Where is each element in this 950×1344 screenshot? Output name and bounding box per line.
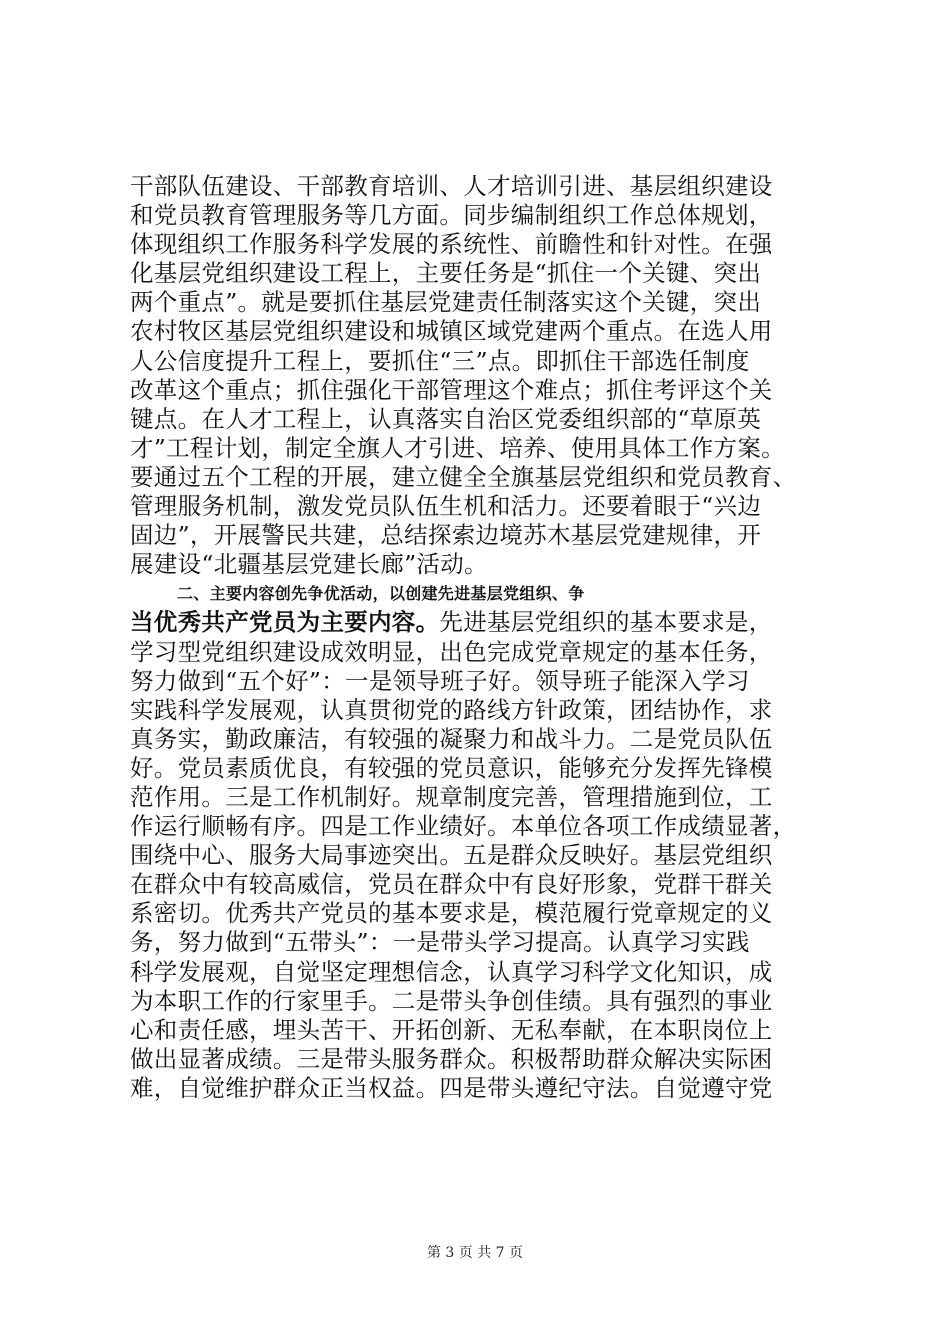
text-line [130,521,830,550]
text-segment: 努力做到“五个好”：一是领导班子好。领导班子能深入学习 [130,666,750,695]
text-segment: 范作用。三是工作机制好。规章制度完善，管理措施到位，工 [130,782,773,811]
text-line [130,405,830,434]
text-segment: 人公信度提升工程上，要抓住“三”点。即抓住干部选任制度 [130,346,750,375]
text-line [130,376,830,405]
text-segment: 先进基层党组织的基本要求是， [439,608,773,637]
text-line [130,492,830,521]
text-line [130,812,830,841]
text-segment: 好。党员素质优良，有较强的党员意识，能够充分发挥先锋模 [130,753,773,782]
text-segment: 心和责任感，埋头苦干、开拓创新、无私奉献，在本职岗位上 [130,1015,773,1044]
text-segment: 管理服务机制，激发党员队伍生机和活力。还要着眼于“兴边 [130,492,762,521]
text-line [130,347,830,376]
text-line [130,463,830,492]
text-segment: 做出显著成绩。三是带头服务群众。积极帮助群众解决实际困 [130,1044,773,1073]
text-line [130,696,830,725]
bold-text-segment: 二、主要内容创先争优活动，以创建先进基层党组织、争 [177,584,585,604]
text-segment: 两个重点”。就是要抓住基层党建责任制落实这个关键，突出 [130,288,762,317]
text-segment: 固边”，开展警民共建，总结探索边境苏木基层党建规律，开 [130,521,762,550]
text-line [130,870,830,899]
text-segment: 展建设“北疆基层党建长廊”活动。 [130,550,488,579]
text-segment: 务，努力做到“五带头”：一是带头学习提高。认真学习实践 [130,928,750,957]
text-segment: 学习型党组织建设成效明显，出色完成党章规定的基本任务， [130,637,773,666]
text-segment: 为本职工作的行家里手。二是带头争创佳绩。具有强烈的事业 [130,986,773,1015]
text-segment: 科学发展观，自觉坚定理想信念，认真学习科学文化知识，成 [130,957,773,986]
text-line [130,1074,830,1103]
text-line [130,638,830,667]
text-segment: 实践科学发展观，认真贯彻党的路线方针政策，团结协作，求 [130,695,773,724]
text-segment: 难，自觉维护群众正当权益。四是带头遵纪守法。自觉遵守党 [130,1073,773,1102]
text-segment: 真务实，勤政廉洁，有较强的凝聚力和战斗力。二是党员队伍 [130,724,773,753]
text-line [130,754,830,783]
text-line [130,201,830,230]
text-segment: 农村牧区基层党组织建设和城镇区域党建两个重点。在选人用 [130,317,773,346]
text-segment: 键点。在人才工程上，认真落实自治区党委组织部的“草原英 [130,404,762,433]
text-line [130,288,830,317]
text-line [130,928,830,957]
text-line [130,579,830,608]
text-line [130,958,830,987]
document-body [130,172,830,1103]
text-line [130,550,830,579]
text-line [130,1016,830,1045]
text-line [130,172,830,201]
text-line [130,434,830,463]
text-segment: 化基层党组织建设工程上，主要任务是“抓住一个关键、突出 [130,259,762,288]
text-segment: 改革这个重点；抓住强化干部管理这个难点；抓住考评这个关 [130,375,773,404]
text-segment: 系密切。优秀共产党员的基本要求是，模范履行党章规定的义 [130,899,773,928]
text-line [130,608,830,637]
text-segment: 要通过五个工程的开展，建立健全全旗基层党组织和党员教育、 [130,462,797,491]
text-line [130,841,830,870]
text-line [130,725,830,754]
text-line [130,230,830,259]
text-line [130,899,830,928]
bold-text-segment: 当优秀共产党员为主要内容。 [130,608,440,637]
text-segment: 和党员教育管理服务等几方面。同步编制组织工作总体规划， [130,201,773,230]
text-line [130,783,830,812]
text-segment: 在群众中有较高威信，党员在群众中有良好形象，党群干群关 [130,870,773,899]
text-line [130,317,830,346]
text-line [130,259,830,288]
text-segment: 体现组织工作服务科学发展的系统性、前瞻性和针对性。在强 [130,230,773,259]
page-number-footer: 第 3 页 共 7 页 [426,1245,524,1261]
text-segment: 围绕中心、服务大局事迹突出。五是群众反映好。基层党组织 [130,841,773,870]
text-line [130,1045,830,1074]
text-segment: 才”工程计划，制定全旗人才引进、培养、使用具体工作方案。 [130,433,785,462]
text-line [130,667,830,696]
text-line [130,987,830,1016]
text-segment: 作运行顺畅有序。四是工作业绩好。本单位各项工作成绩显著， [130,812,797,841]
text-segment: 干部队伍建设、干部教育培训、人才培训引进、基层组织建设 [130,172,773,200]
